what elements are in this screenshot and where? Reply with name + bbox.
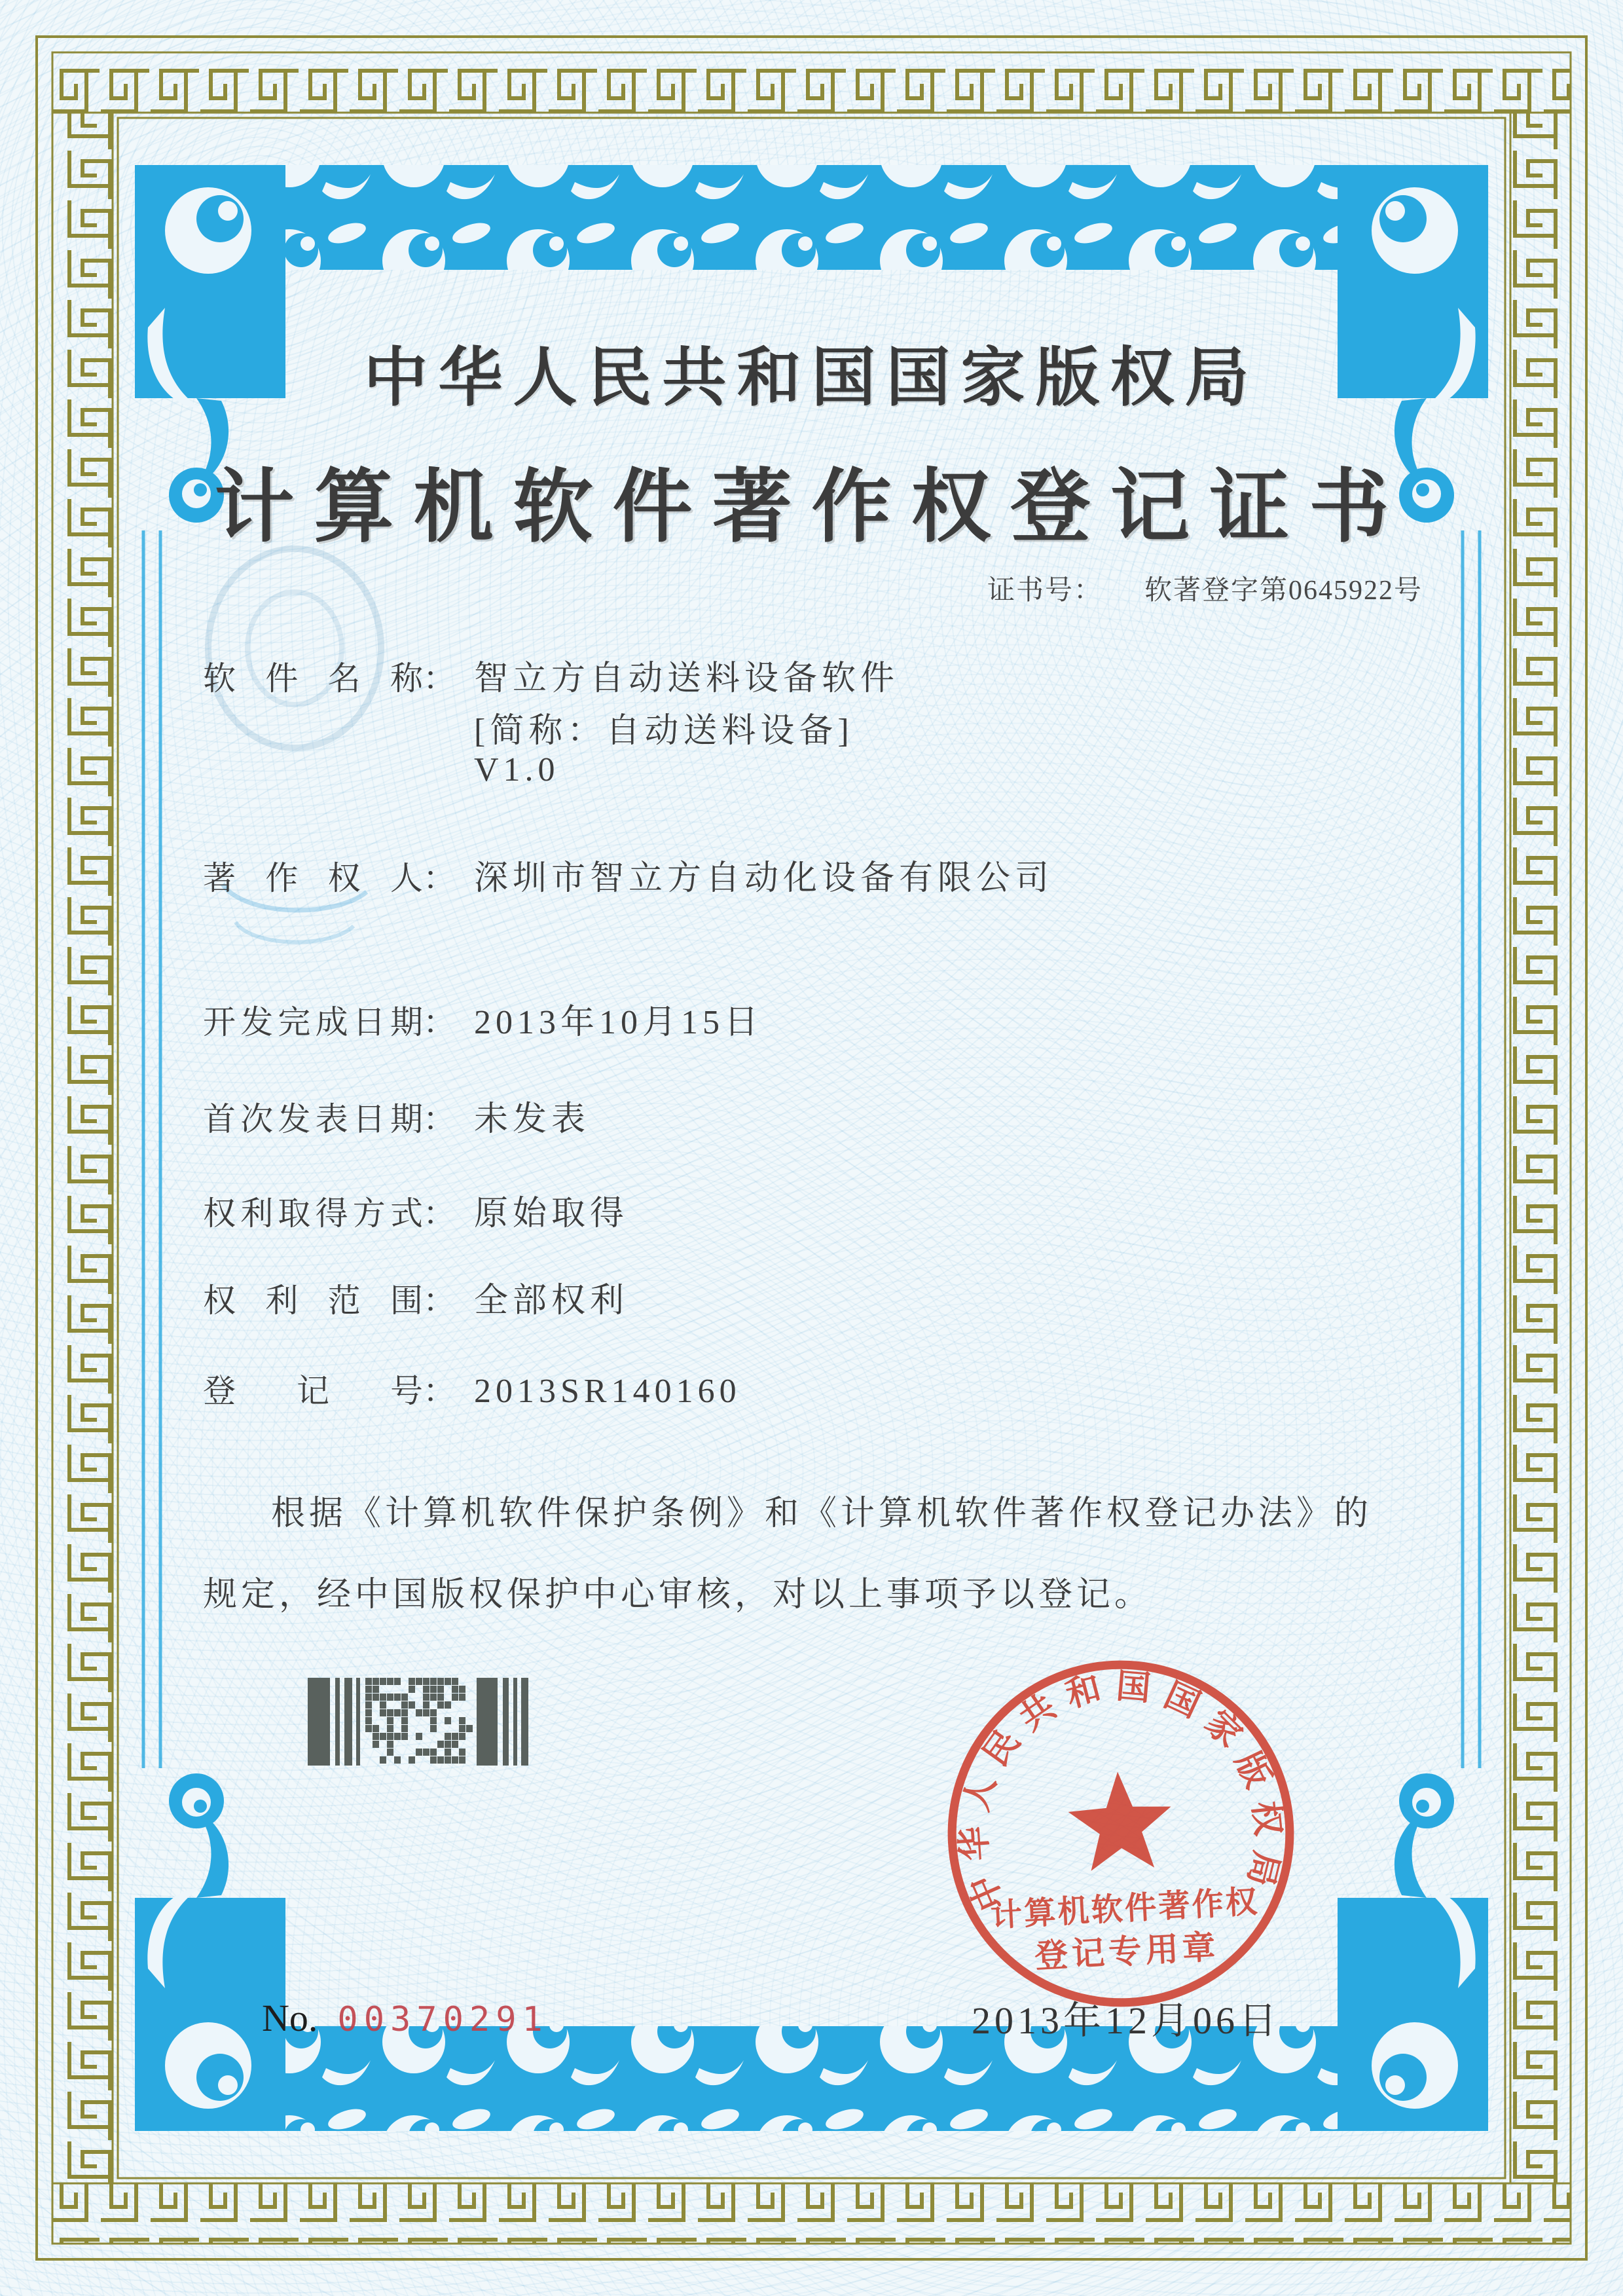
serial-number-label: No. [262,1997,318,2039]
star-icon [1067,1769,1175,1872]
field-value: 未发表 [474,1101,591,1138]
certificate-number-value: 软著登字第0645922号 [1144,576,1423,606]
field-value: 深圳市智立方自动化设备有限公司 [474,860,1054,897]
field-rights-acquisition [203,1185,629,1234]
statement-line-1: 根据《计算机软件保护条例》和《计算机软件著作权登记办法》的 [271,1495,1373,1532]
field-label: 软件名称 [203,660,423,697]
field-rights-scope [203,1272,629,1322]
statement-line-2: 规定，经中国版权保护中心审核，对以上事项予以登记。 [203,1576,1153,1614]
field-colon: ： [423,1004,456,1041]
field-colon: ： [423,1373,456,1409]
software-alias: [简称：自动送料设备] [474,713,854,750]
field-colon: ： [423,660,456,697]
flourish-band-top [259,165,1364,270]
field-label: 著作权人 [203,860,423,897]
meander-top [52,52,1571,113]
seal-line-2: 登记专用章 [1034,1928,1220,1975]
meander-right [1510,113,1571,2183]
field-software-name [203,650,899,699]
serial-number-value: 00370291 [337,2000,549,2039]
seal-arc-text: 中华人民共和国国家版权局 [955,1667,1287,1916]
field-copyright-owner [203,850,1053,899]
field-value: 原始取得 [474,1195,629,1232]
field-value: 2013年10月15日 [474,1004,763,1041]
registration-date: 2013年12月06日 [971,1999,1281,2042]
field-colon: ： [423,1101,456,1138]
barcode [308,1678,543,1768]
software-version: V1.0 [474,751,560,788]
field-label: 权利取得方式 [203,1195,423,1232]
official-seal [927,1640,1315,2028]
flourish-corner-bottom-right [1338,1773,1488,2131]
field-colon: ： [423,1282,456,1319]
meander-bottom [52,2183,1571,2244]
field-value: 智立方自动送料设备软件 [474,660,900,697]
serial-number-line [262,1996,549,2040]
seal-line-1: 计算机软件著作权 [989,1885,1260,1934]
field-label: 开发完成日期 [203,1004,423,1041]
field-first-publication [203,1091,590,1140]
field-colon: ： [423,1195,456,1232]
flourish-corner-bottom-left [135,1773,285,2131]
field-label: 首次发表日期 [203,1101,423,1138]
field-registration-number [203,1365,741,1412]
meander-left [52,113,113,2183]
field-value: 2013SR140160 [474,1373,741,1410]
certificate-number-label: 证书号： [987,576,1103,606]
field-value: 全部权利 [474,1282,629,1320]
certificate-number-line [987,568,1423,608]
field-colon: ： [423,860,456,897]
authority-title: 中华人民共和国国家版权局 [363,343,1260,414]
field-label: 登记号 [203,1373,423,1409]
field-label: 权利范围 [203,1282,423,1319]
certificate-title: 计算机软件著作权登记证书 [214,464,1409,552]
field-dev-complete-date [203,994,763,1043]
